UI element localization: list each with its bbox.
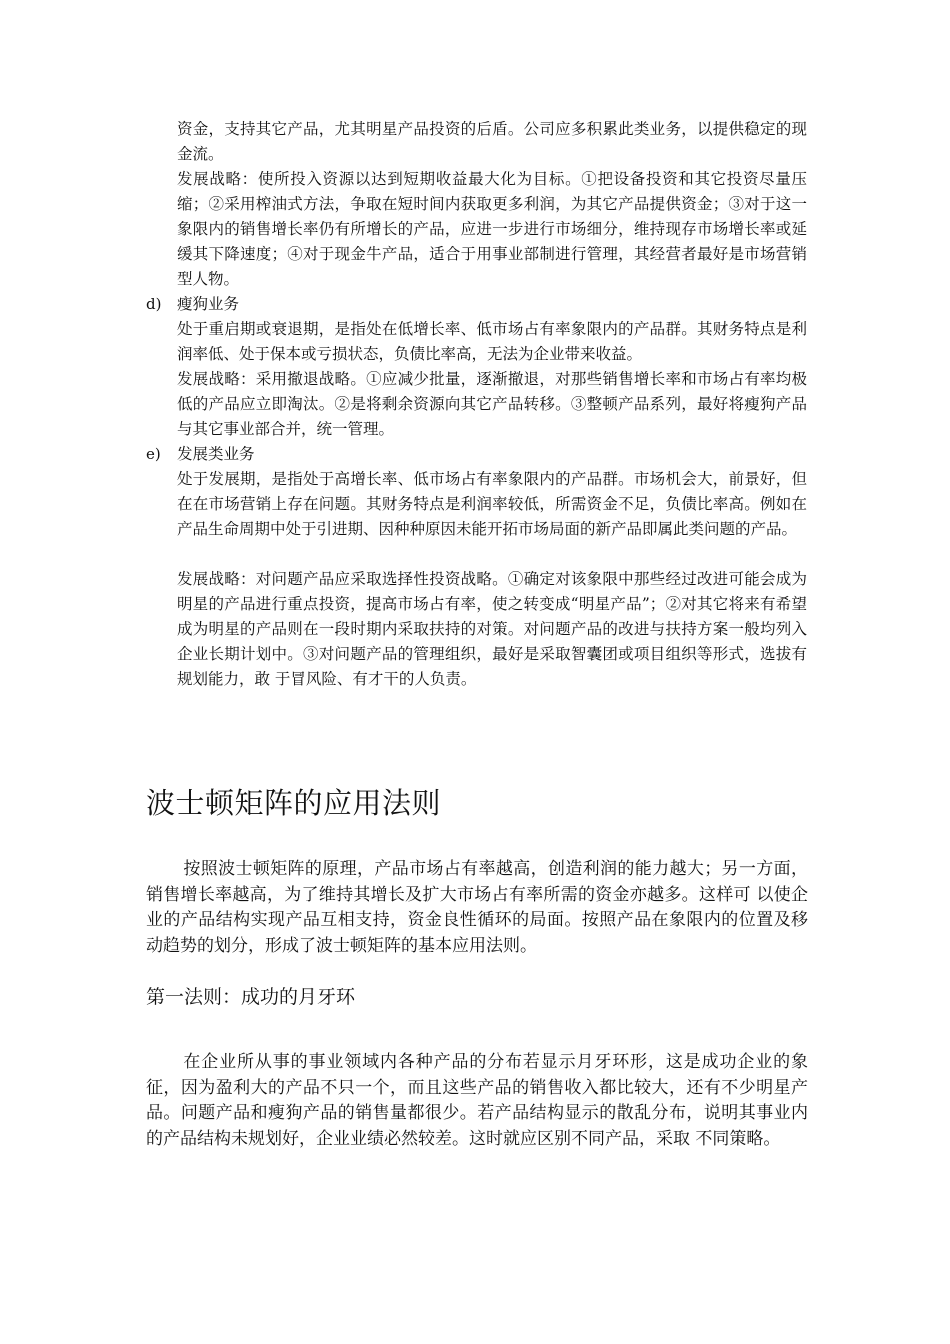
- section-heading: 波士顿矩阵的应用法则: [146, 786, 442, 820]
- dog-business-title: 瘦狗业务: [177, 295, 240, 313]
- question-business-title: 发展类业务: [177, 445, 255, 463]
- question-business-description: 处于发展期，是指处于高增长率、低市场占有率象限内的产品群。市场机会大，前景好，但在在市场营销上存在问题。其财务特点是利润率较低，所需资金不足，负债比率高。例如在产品生命周期中处于引进期、因种种原因未能开拓市场局面的新产品即属此类问题的产品。: [177, 470, 807, 538]
- rule1-paragraph: 在企业所从事的事业领域内各种产品的分布若显示月牙环形，这是成功企业的象征，因为盈利大的产品不只一个，而且这些产品的销售收入都比较大，还有不少明星产品。问题产品和瘦狗产品的销售量都很少。若产品结构显示的散乱分布，说明其事业内的产品结构未规划好，企业业绩必然较差。这时就应区别不同产品，采取 不同策略。: [146, 1052, 808, 1149]
- list-marker-e: e): [146, 445, 161, 463]
- section-intro-paragraph: 按照波士顿矩阵的原理，产品市场占有率越高，创造利润的能力越大；另一方面，销售增长率越高，为了维持其增长及扩大市场占有率所需的资金亦越多。这样可 以使企业的产品结构实现产品互相支持，资金良性循环的局面。按照产品在象限内的位置及移动趋势的划分，形成了波士顿矩阵的基本应用法则。: [146, 859, 808, 956]
- rule1-heading: 第一法则：成功的月牙环: [146, 986, 356, 1008]
- cash-cow-description-tail: 资金，支持其它产品，尤其明星产品投资的后盾。公司应多积累此类业务，以提供稳定的现金流。: [177, 120, 807, 163]
- question-business-strategy: 发展战略：对问题产品应采取选择性投资战略。①确定对该象限中那些经过改进可能会成为明星的产品进行重点投资，提高市场占有率，使之转变成“明星产品”；②对其它将来有希望成为明星的产品则在一段时期内采取扶持的对策。对问题产品的改进与扶持方案一般均列入企业长期计划中。③对问题产品的管理组织，最好是采取智囊团或项目组织等形式，选拔有规划能力，敢 于冒风险、有才干的人负责。: [177, 570, 807, 688]
- cash-cow-strategy: 发展战略：使所投入资源以达到短期收益最大化为目标。①把设备投资和其它投资尽量压缩；②采用榨油式方法，争取在短时间内获取更多利润，为其它产品提供资金；③对于这一象限内的销售增长率仍有所增长的产品，应进一步进行市场细分，维持现存市场增长率或延缓其下降速度；④对于现金牛产品，适合于用事业部制进行管理，其经营者最好是市场营销型人物。: [177, 170, 807, 288]
- dog-business-strategy: 发展战略：采用撤退战略。①应减少批量，逐渐撤退，对那些销售增长率和市场占有率均极低的产品应立即淘汰。②是将剩余资源向其它产品转移。③整顿产品系列，最好将瘦狗产品与其它事业部合并，统一管理。: [177, 370, 807, 438]
- list-marker-d: d): [146, 295, 162, 313]
- dog-business-description: 处于重启期或衰退期，是指处在低增长率、低市场占有率象限内的产品群。其财务特点是利润率低、处于保本或亏损状态，负债比率高，无法为企业带来收益。: [177, 320, 807, 363]
